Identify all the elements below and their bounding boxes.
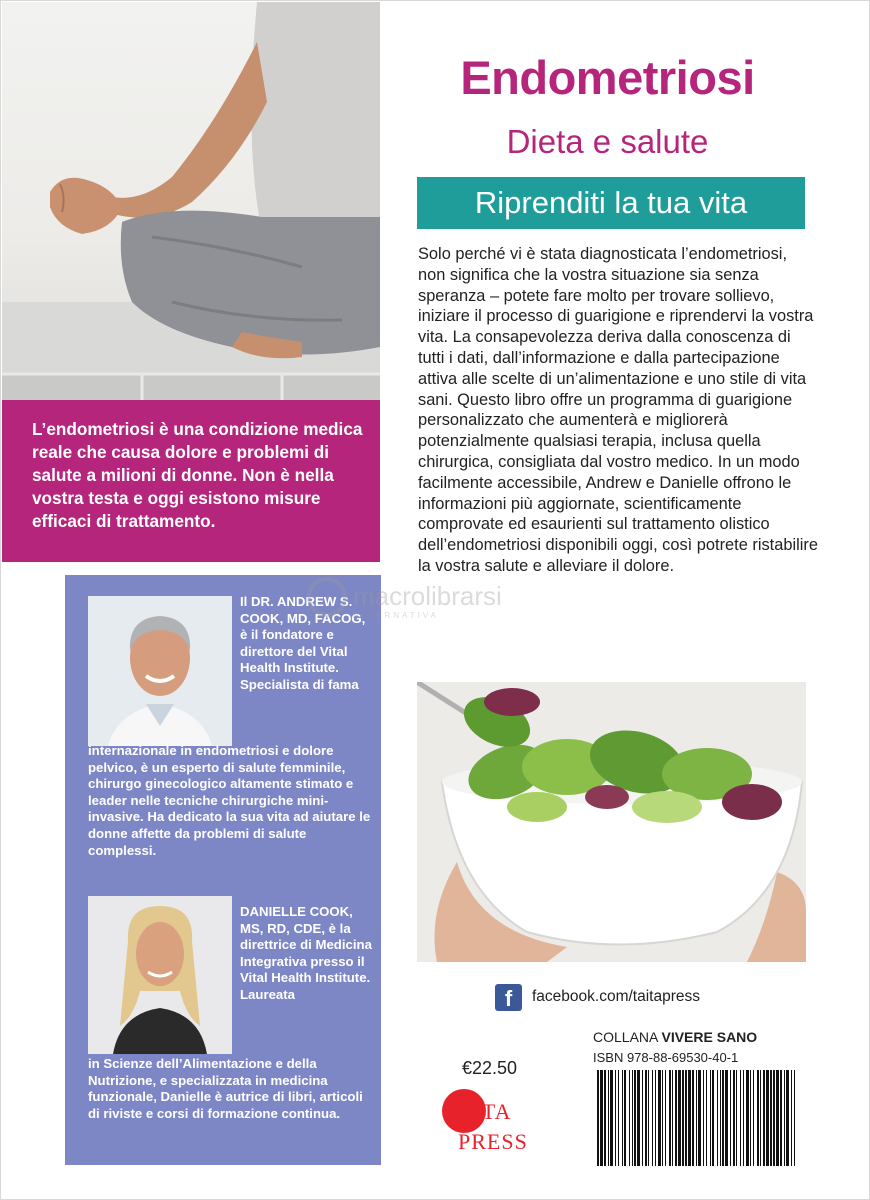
barcode-bar	[706, 1070, 707, 1166]
barcode-bar	[624, 1070, 626, 1166]
tagline-band	[417, 177, 805, 229]
barcode-bar	[629, 1070, 630, 1166]
barcode-bar	[722, 1070, 724, 1166]
watermark	[305, 575, 565, 625]
barcode-bar	[632, 1070, 633, 1166]
barcode-bar	[672, 1070, 673, 1166]
barcode-bar	[610, 1070, 613, 1166]
barcode-bar	[608, 1070, 609, 1166]
barcode-bar	[669, 1070, 671, 1166]
book-title: Endometriosi	[460, 51, 755, 104]
barcode-bar	[600, 1070, 603, 1166]
barcode-bar	[637, 1070, 640, 1166]
price: €22.50	[462, 1058, 518, 1078]
barcode-bar	[655, 1070, 656, 1166]
barcode-bar	[736, 1070, 737, 1166]
barcode-bar	[642, 1070, 643, 1166]
barcode-bar	[776, 1070, 779, 1166]
barcode-bar	[618, 1070, 619, 1166]
barcode-bar	[780, 1070, 782, 1166]
watermark-logo-icon	[305, 575, 349, 619]
barcode-bar	[682, 1070, 684, 1166]
barcode-bar	[648, 1070, 649, 1166]
barcode-bar	[634, 1070, 636, 1166]
barcode-bar	[784, 1070, 785, 1166]
barcode-bar	[791, 1070, 792, 1166]
series-line	[593, 1029, 757, 1045]
watermark-text: macrolibrarsi	[353, 581, 502, 611]
barcode-bar	[652, 1070, 653, 1166]
andrew-bio-full: internazionale in endometriosi e dolore pelvico, è un esperto di salute femminile, chirurgo ginecologico altamente stimato e leader nelle tecniche chirurgiche mini-invasive. Ha dedicato la sua vita ad aiutare le donne affette da problemi di salute complessi.	[88, 743, 371, 858]
tagline-text: Riprenditi la tua vita	[474, 185, 748, 220]
barcode-bar	[757, 1070, 759, 1166]
barcode-bar	[733, 1070, 735, 1166]
barcode-bar	[597, 1070, 599, 1166]
barcode-bar	[712, 1070, 714, 1166]
barcode-bar	[675, 1070, 677, 1166]
barcode-bar	[615, 1070, 616, 1166]
danielle-bio-full: in Scienze dell’Alimentazione e della Nutrizione, e specializzata in medicina funzionale, Danielle è autrice di libri, articoli di riviste e corsi di formazione continua.	[88, 1056, 363, 1121]
barcode-bar	[760, 1070, 761, 1166]
barcode-bar	[794, 1070, 795, 1166]
facebook-icon: f	[495, 984, 522, 1011]
barcode-bar	[770, 1070, 772, 1166]
intro-text: L’endometriosi è una condizione medica reale che causa dolore e problemi di salute a milioni di donne. Non è nella vostra testa e oggi esistono misure efficaci di trattamento.	[32, 419, 363, 531]
barcode-bar	[750, 1070, 751, 1166]
barcode-bar	[692, 1070, 694, 1166]
barcode-bar	[696, 1070, 697, 1166]
isbn: ISBN 978-88-69530-40-1	[593, 1050, 739, 1065]
series-label: COLLANA	[593, 1029, 658, 1045]
andrew-bio-side: Il DR. ANDREW S. COOK, MD, FACOG, è il fondatore e direttore del Vital Health Institute. Specialista di fama	[240, 594, 366, 692]
barcode-bar	[703, 1070, 704, 1166]
book-subtitle: Dieta e salute	[506, 123, 709, 160]
intro-box	[2, 400, 380, 562]
barcode-bar	[710, 1070, 711, 1166]
barcode-bar	[730, 1070, 731, 1166]
publisher-name-1: TAITA	[444, 1099, 512, 1124]
barcode-bar	[753, 1070, 754, 1166]
barcode-bar	[688, 1070, 691, 1166]
barcode-bar	[662, 1070, 663, 1166]
barcode-bar	[720, 1070, 721, 1166]
barcode-bar	[717, 1070, 718, 1166]
barcode-bar	[685, 1070, 687, 1166]
barcode-bar	[658, 1070, 661, 1166]
series-name: VIVERE SANO	[661, 1029, 758, 1045]
barcode-bar	[743, 1070, 744, 1166]
barcode-bar	[622, 1070, 623, 1166]
barcode-bar	[678, 1070, 681, 1166]
publisher-logo	[434, 1085, 554, 1157]
barcode-bar	[645, 1070, 647, 1166]
barcode-bar	[786, 1070, 789, 1166]
author-photo-danielle	[88, 896, 232, 1054]
barcode-bar	[698, 1070, 701, 1166]
barcode-bar	[740, 1070, 741, 1166]
barcode	[593, 1068, 803, 1168]
publisher-name-2: PRESS	[458, 1129, 528, 1154]
barcode-bar	[763, 1070, 765, 1166]
danielle-bio-side: DANIELLE COOK, MS, RD, CDE, è la direttrice di Medicina Integrativa presso il Vital Health Institute. Laureata	[240, 904, 372, 1002]
barcode-bar	[746, 1070, 749, 1166]
barcode-bar	[773, 1070, 775, 1166]
book-description: Solo perché vi è stata diagnosticata l’endometriosi, non significa che la vostra situazione sia senza speranza – potete fare molto per trovare sollievo, iniziare il processo di guarigione e riprendervi la vostra vita. La consapevolezza deriva dalla conoscenza di tutti i dati, dall’informazione e dalla partecipazione attiva alle scelte di un’alimentazione e uno stile di vita sani. Questo libro offre un programma di guarigione personalizzato che aumenterà e migliorerà potenzialmente qualsiasi terapia, inclusa quella chirurgica, consigliata dal vostro medico. In un modo facilmente accessibile, Andrew e Danielle offrono le informazioni più aggiornate, scientificamente comprovate ed esaurienti sul trattamento olistico dell’endometriosi disponibili oggi, così potrete ristabilire la vostra salute e alleviare il dolore.	[418, 245, 818, 575]
author-photo-andrew	[88, 596, 232, 746]
watermark-subtext: ALTERNATIVA	[353, 611, 439, 620]
salad-photo	[417, 682, 806, 962]
yoga-photo	[2, 2, 380, 400]
facebook-url: facebook.com/taitapress	[532, 988, 701, 1005]
barcode-bar	[725, 1070, 728, 1166]
barcode-bar	[766, 1070, 769, 1166]
barcode-bar	[665, 1070, 666, 1166]
barcode-bar	[604, 1070, 606, 1166]
